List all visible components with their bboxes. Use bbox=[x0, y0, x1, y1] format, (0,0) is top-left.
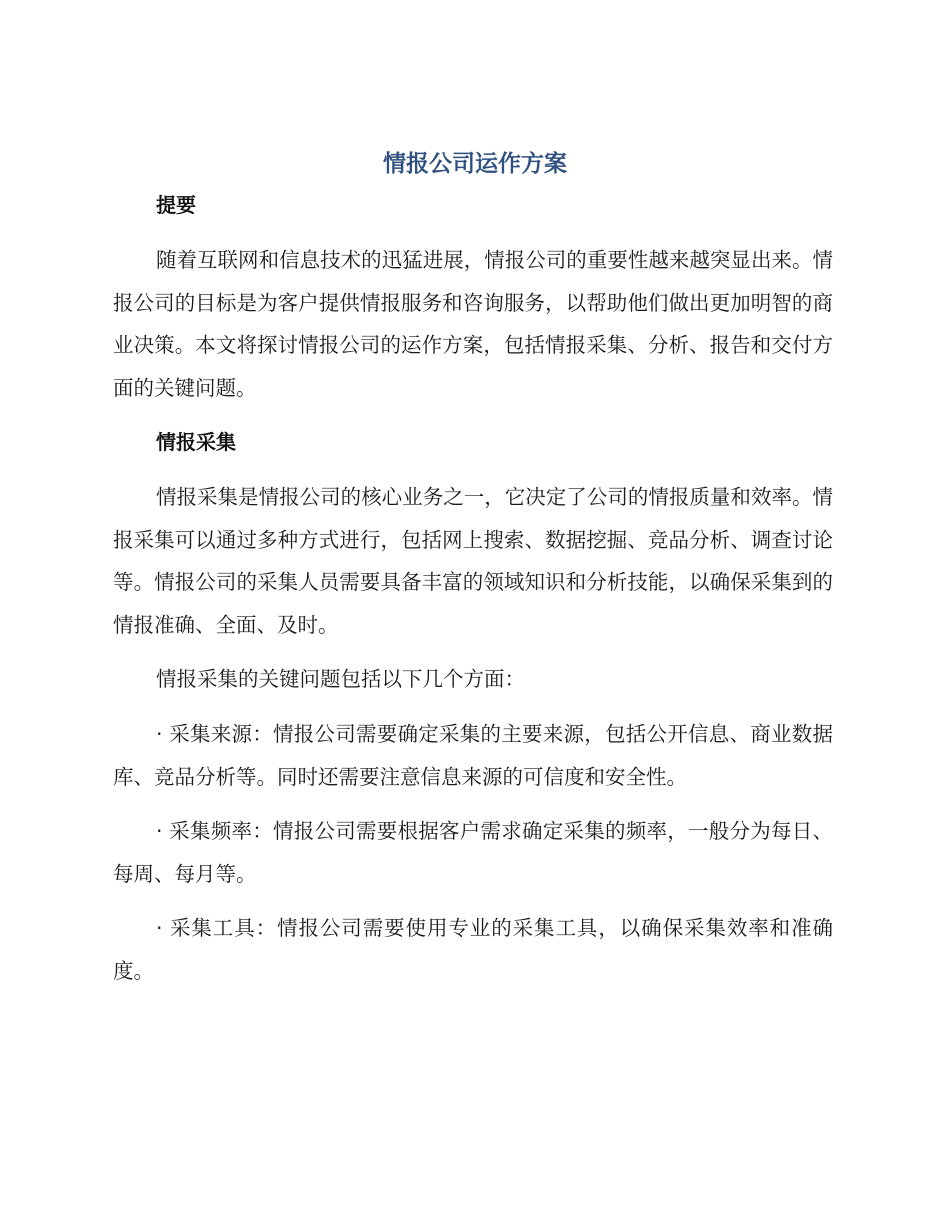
bullet-collection-frequency: · 采集频率：情报公司需要根据客户需求确定采集的频率，一般分为每日、每周、每月等。 bbox=[113, 819, 833, 886]
bullet-collection-source: · 采集来源：情报公司需要确定采集的主要来源，包括公开信息、商业数据库、竞品分析等。同时还需要注意信息来源的可信度和安全性。 bbox=[113, 722, 833, 789]
bullet-collection-tools: · 采集工具：情报公司需要使用专业的采集工具，以确保采集效率和准确度。 bbox=[113, 916, 833, 983]
collection-paragraph-key-issues: 情报采集的关键问题包括以下几个方面： bbox=[156, 667, 525, 691]
summary-paragraph: 随着互联网和信息技术的迅猛进展，情报公司的重要性越来越突显出来。情报公司的目标是为客户提供情报服务和咨询服务，以帮助他们做出更加明智的商业决策。本文将探讨情报公司的运作方案，包括情报采集、分析、报告和交付方面的关键问题。 bbox=[113, 248, 833, 400]
collection-paragraph-intro: 情报采集是情报公司的核心业务之一，它决定了公司的情报质量和效率。情报采集可以通过多种方式进行，包括网上搜索、数据挖掘、竞品分析、调查讨论等。情报公司的采集人员需要具备丰富的领域知识和分析技能，以确保采集到的情报准确、全面、及时。 bbox=[113, 485, 833, 637]
section-heading-collection: 情报采集 bbox=[156, 430, 236, 454]
section-heading-summary: 提要 bbox=[156, 193, 196, 217]
document-title: 情报公司运作方案 bbox=[383, 151, 567, 177]
